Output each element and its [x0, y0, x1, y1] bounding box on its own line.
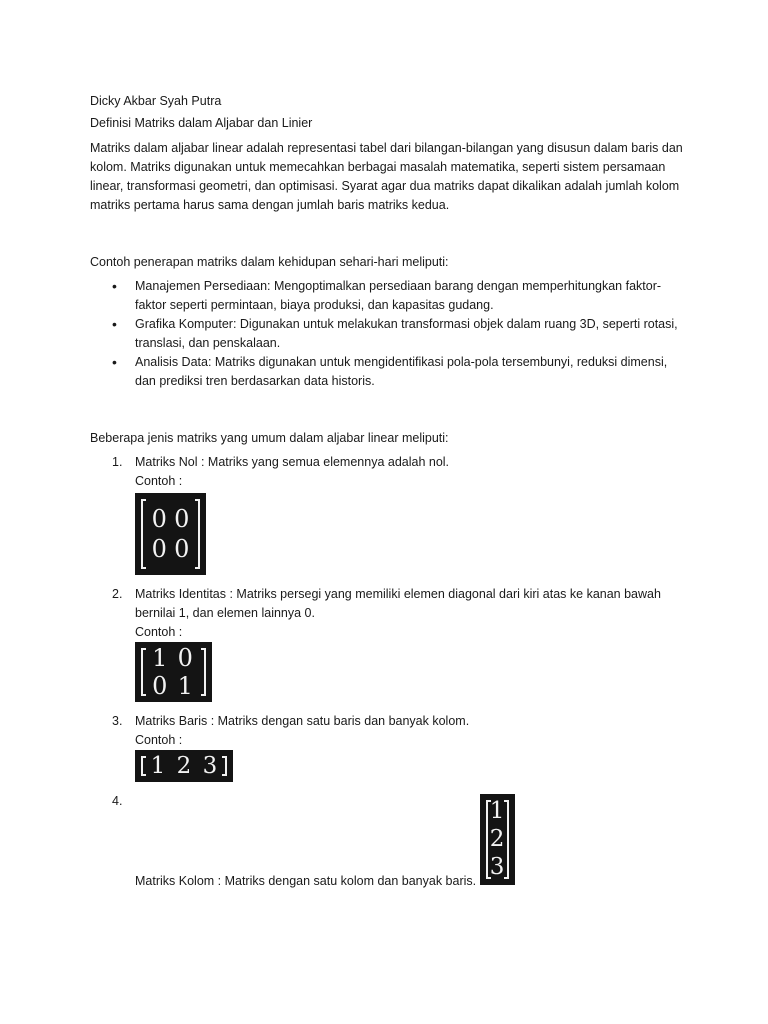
list-item-text: Matriks Identitas : Matriks persegi yang memiliki elemen diagonal dari kiri atas ke kanan bawah bernilai 1, dan elemen lainnya 0. [135, 587, 661, 620]
matrix-cell: 0 [152, 672, 168, 700]
list-number: 4. [112, 794, 123, 808]
matrix-cell: 0 [151, 505, 167, 533]
left-bracket [141, 648, 146, 696]
list-number: 2. [112, 587, 123, 601]
matrix-cell: 2 [176, 753, 192, 779]
list-item: • Analisis Data: Matriks digunakan untuk mengidentifikasi pola-pola tersembunyi, reduksi dimensi, dan prediksi tren berdasarkan data historis. [90, 353, 690, 391]
zero-matrix-image [135, 493, 206, 575]
matrix-cell: 3 [489, 854, 505, 880]
list-item-row-matrix [90, 712, 690, 788]
list-item-text: Matriks Nol : Matriks yang semua elemennya adalah nol. [135, 455, 450, 469]
matrix-cell: 2 [489, 826, 505, 852]
list-number: 1. [112, 455, 123, 469]
list-number: 3. [112, 714, 123, 728]
document-page [90, 92, 690, 891]
list-item-column-matrix [90, 792, 690, 891]
list-item: • Manajemen Persediaan: Mengoptimalkan persediaan barang dengan memperhitungkan faktor-faktor seperti permintaan, biaya produksi, dan kapasitas gudang. [90, 277, 690, 315]
matrix-cell: 0 [151, 535, 167, 563]
matrix-types-list [90, 453, 690, 891]
matrix-cell: 1 [152, 644, 168, 672]
matrix-cell: 1 [489, 798, 505, 824]
matrix-cell: 0 [177, 644, 193, 672]
list-item-text: Matriks Kolom : Matriks dengan satu kolom dan banyak baris. [135, 874, 477, 888]
right-bracket [222, 756, 227, 776]
matrix-cell: 0 [174, 535, 190, 563]
applications-list [90, 277, 690, 391]
row-matrix-image [135, 750, 233, 782]
document-title: Definisi Matriks dalam Aljabar dan Linier [90, 116, 313, 130]
types-intro: Beberapa jenis matriks yang umum dalam aljabar linear meliputi: [90, 431, 449, 445]
matrix-cell: 1 [150, 753, 166, 779]
matrix-cell: 3 [202, 753, 218, 779]
applications-intro: Contoh penerapan matriks dalam kehidupan sehari-hari meliputi: [90, 255, 449, 269]
right-bracket [504, 800, 509, 879]
list-item-text: Matriks Baris : Matriks dengan satu baris dan banyak kolom. [135, 714, 470, 728]
list-item: • Grafika Komputer: Digunakan untuk melakukan transformasi objek dalam ruang 3D, seperti rotasi, translasi, dan penskalaan. [90, 315, 690, 353]
right-bracket [195, 499, 200, 569]
matrix-cell: 0 [174, 505, 190, 533]
definition-paragraph: Matriks dalam aljabar linear adalah representasi tabel dari bilangan-bilangan yang disusun dalam baris dan kolom. Matriks digunakan untuk memecahkan berbagai masalah matematika, seperti sistem persamaan linear, transformasi geometri, dan optimisasi. Syarat agar dua matriks dapat dikalikan adalah jumlah kolom matriks pertama harus sama dengan jumlah baris matriks kedua. [90, 141, 683, 212]
column-matrix-image [480, 794, 515, 885]
matrix-cell: 1 [177, 672, 193, 700]
list-item-zero-matrix [90, 453, 690, 581]
example-label: Contoh : [135, 625, 183, 639]
list-item-identity-matrix [90, 585, 690, 708]
example-label: Contoh : [135, 474, 183, 488]
left-bracket [141, 499, 146, 569]
right-bracket [201, 648, 206, 696]
example-label: Contoh : [135, 733, 183, 747]
author-name: Dicky Akbar Syah Putra [90, 94, 222, 108]
identity-matrix-image [135, 642, 212, 702]
